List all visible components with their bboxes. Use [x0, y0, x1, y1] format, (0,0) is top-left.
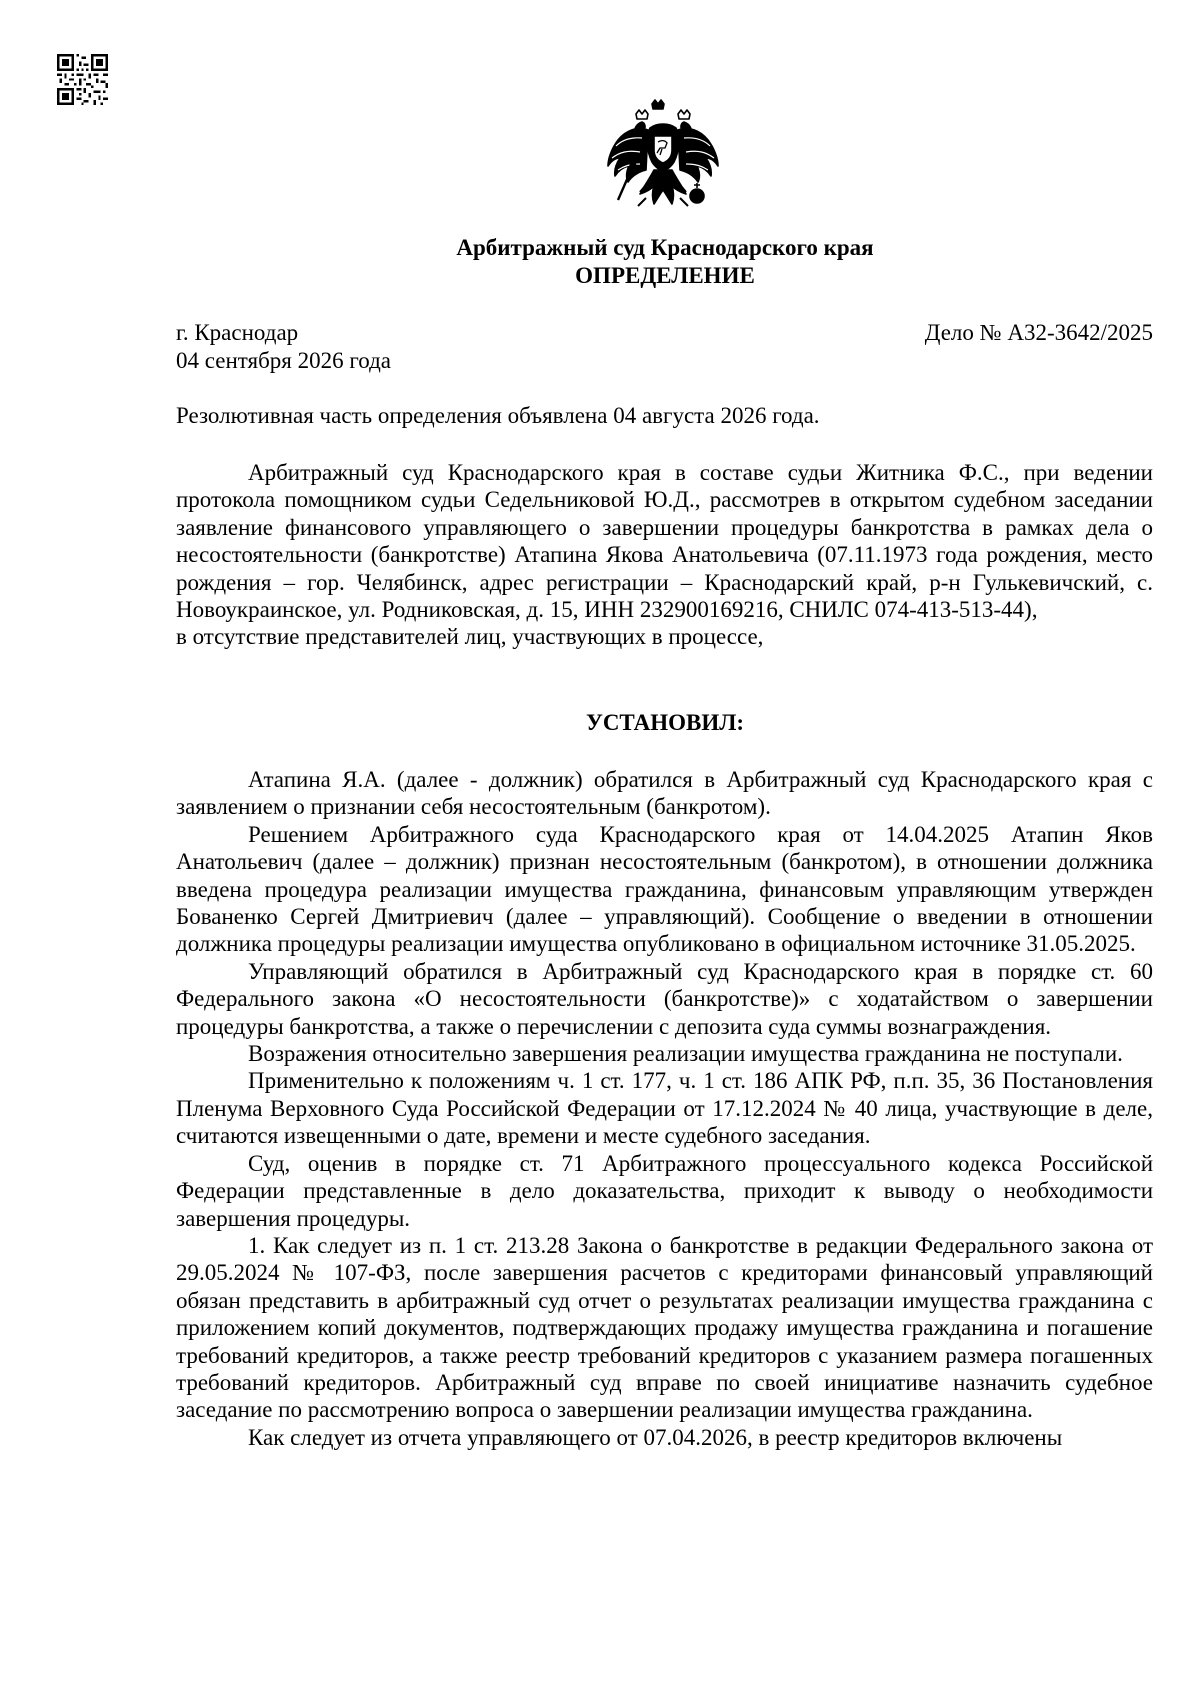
established-heading: УСТАНОВИЛ:: [585, 710, 745, 735]
intro-section: [176, 459, 1153, 651]
body-paragraph: Атапина Я.А. (далее - должник) обратился в Арбитражный суд Краснодарского края с заявлением о признании себя несостоятельным (банкротом).: [176, 767, 1153, 820]
body-paragraph: Как следует из отчета управляющего от 07.04.2026, в реестр кредиторов включены: [248, 1424, 1063, 1450]
body-paragraph: Решением Арбитражного суда Краснодарского края от 14.04.2025 Атапин Яков Анатольевич (далее – должник) признан несостоятельным (банкротом), в отношении должника введена процедура реализации имущества гражданина, финансовым управляющим утвержден Бованенко Сергей Дмитриевич (далее – управляющий). Сообщение о введении в отношении должника процедуры реализации имущества опубликовано в официальном источнике 31.05.2025.: [176, 821, 1153, 957]
main-section: [176, 766, 1153, 1451]
body-paragraph: Применительно к положениям ч. 1 ст. 177, ч. 1 ст. 186 АПК РФ, п.п. 35, 36 Постановления Пленума Верховного Суда Российской Федерации от 17.12.2024 № 40 лица, участвующие в деле, считаются извещенными о дате, времени и месте судебного заседания.: [176, 1068, 1153, 1149]
place: г. Краснодар: [176, 320, 299, 345]
intro-paragraph: в отсутствие представителей лиц, участвующих в процессе,: [176, 624, 764, 650]
case-number: Дело № А32-3642/2025: [924, 320, 1153, 345]
qr-code-icon: [57, 54, 108, 105]
body-paragraph: Возражения относительно завершения реализации имущества гражданина не поступали.: [248, 1041, 1123, 1067]
body-paragraph: Управляющий обратился в Арбитражный суд Краснодарского края в порядке ст. 60 Федерального закона «О несостоятельности (банкротстве)» с ходатайством о завершении процедуры банкротства, а также о перечислении с депозита суда суммы вознаграждения.: [176, 958, 1153, 1039]
resolution-note: Резолютивная часть определения объявлена 04 августа 2026 года.: [176, 403, 820, 428]
intro-paragraph: Арбитражный суд Краснодарского края в составе судьи Житника Ф.С., при ведении протокола помощником судьи Седельниковой Ю.Д., рассмотрев в открытом судебном заседании заявление финансового управляющего о завершении процедуры банкротства в рамках дела о несостоятельности (банкротстве) Атапина Якова Анатольевича (07.11.1973 года рождения, место рождения – гор. Челябинск, адрес регистрации – Краснодарский край, р-н Гулькевичский, с. Новоукраинское, ул. Родниковская, д. 15, ИНН 232900169216, СНИЛС 074-413-513-44),: [176, 460, 1153, 623]
body-paragraph: 1. Как следует из п. 1 ст. 213.28 Закона о банкротстве в редакции Федерального закона от 29.05.2024 № 107-ФЗ, после завершения расчетов с кредиторами финансовый управляющий обязан представить в арбитражный суд отчет о результатах реализации имущества гражданина с приложением копий документов, подтверждающих продажу имущества гражданина и погашение требований кредиторов, а также реестр требований кредиторов с указанием размера погашенных требований кредиторов. Арбитражный суд вправе по своей инициативе назначить судебное заседание по рассмотрению вопроса о завершении реализации имущества гражданина.: [176, 1232, 1153, 1423]
document-date: 04 сентября 2026 года: [176, 348, 391, 373]
coat-of-arms-emblem: [602, 98, 724, 218]
body-paragraph: Суд, оценив в порядке ст. 71 Арбитражного процессуального кодекса Российской Федерации представленные в дело доказательства, приходит к выводу о необходимости завершения процедуры.: [176, 1150, 1153, 1231]
document-title: ОПРЕДЕЛЕНИЕ: [575, 263, 755, 288]
court-name: Арбитражный суд Краснодарского края: [456, 235, 874, 260]
